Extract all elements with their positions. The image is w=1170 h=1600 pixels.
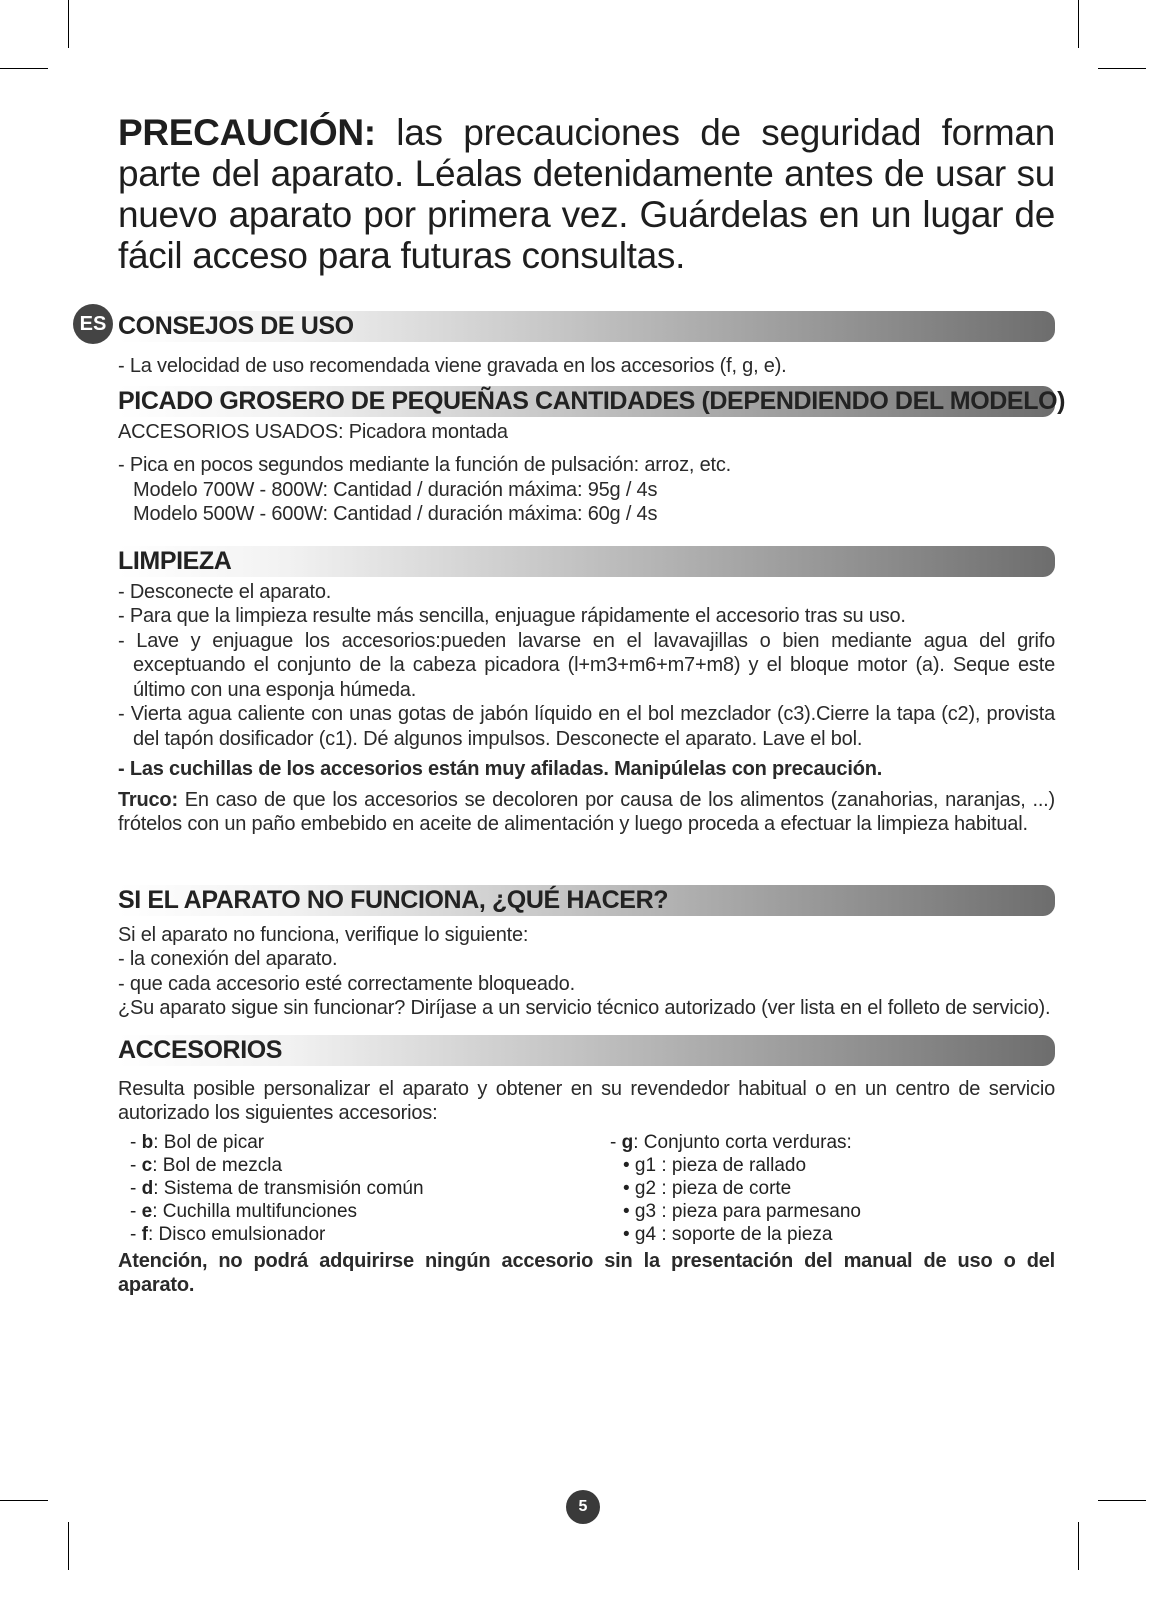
section-header-accesorios (118, 1035, 1055, 1066)
crop-mark (1078, 0, 1079, 48)
accessory-key: c (141, 1154, 153, 1176)
limpieza-item: - Para que la limpieza resulte más sencilla, enjuague rápidamente el accesorio tras su uso. (118, 605, 906, 627)
crop-mark (1078, 1522, 1079, 1570)
tip-label: Truco: (118, 788, 178, 811)
section-title: PICADO GROSERO DE PEQUEÑAS CANTIDADES (DEPENDIENDO DEL MODELO) (118, 386, 1066, 415)
accessory-text: : Bol de mezcla (152, 1154, 283, 1176)
accessory-key: b (141, 1131, 154, 1153)
crop-mark (68, 1522, 69, 1570)
section-header-consejos (118, 311, 1055, 342)
section-header-funciona (118, 885, 1055, 916)
funciona-line: Si el aparato no funciona, verifique lo siguiente: (118, 923, 529, 946)
accessory-subitem: • g2 : pieza de corte (623, 1177, 792, 1199)
crop-mark (1098, 68, 1146, 69)
tip-text: En caso de que los accesorios se decoloren por causa de los alimentos (zanahorias, naranjas, ...) frótelos con un paño embebido en aceite de alimentación y luego proceda a efectuar la limpieza habitual. (118, 788, 1055, 835)
funciona-line: - la conexión del aparato. (118, 948, 338, 970)
accesorios-note: Atención, no podrá adquirirse ningún accesorio sin la presentación del manual de uso o del aparato. (118, 1249, 1055, 1296)
accessory-text: : Conjunto corta verduras: (633, 1131, 852, 1153)
accessory-key: f (141, 1223, 148, 1245)
accessory-text: : Disco emulsionador (147, 1223, 326, 1245)
accessory-item: - g: Conjunto corta verduras: (610, 1131, 852, 1153)
caution-paragraph (118, 112, 1055, 276)
section-title: SI EL APARATO NO FUNCIONA, ¿QUÉ HACER? (118, 885, 669, 914)
accessory-subitem: • g1 : pieza de rallado (623, 1154, 807, 1176)
accessory-item: - c: Bol de mezcla (130, 1154, 283, 1176)
funciona-line: ¿Su aparato sigue sin funcionar? Diríjase a un servicio técnico autorizado (ver lista en el folleto de servicio). (118, 997, 1051, 1019)
crop-mark (1098, 1500, 1146, 1501)
limpieza-tip (118, 788, 1055, 837)
page-number: 5 (566, 1490, 600, 1524)
accessory-item: - b: Bol de picar (130, 1131, 265, 1153)
limpieza-item: - Desconecte el aparato. (118, 580, 332, 603)
consejos-line: - La velocidad de uso recomendada viene gravada en los accesorios (f, g, e). (118, 355, 787, 377)
language-badge: ES (73, 304, 113, 344)
accessory-key: d (141, 1177, 154, 1199)
accesorios-intro: Resulta posible personalizar el aparato y obtener en su revendedor habitual o en un centro de servicio autorizado los siguientes accesorios: (118, 1077, 1055, 1124)
funciona-line: - que cada accesorio esté correctamente bloqueado. (118, 972, 575, 995)
section-title: ACCESORIOS (118, 1035, 283, 1064)
accessory-item: - e: Cuchilla multifunciones (130, 1200, 358, 1222)
picado-line: Modelo 700W - 800W: Cantidad / duración máxima: 95g / 4s (133, 478, 658, 501)
limpieza-item: - Lave y enjuague los accesorios:pueden lavarse en el lavavajillas o bien mediante agua del grifo exceptuando el conjunto de la cabeza picadora (l+m3+m6+m7+m8) y el bloque motor (a). Seque este último con una esponja húmeda. (118, 629, 1055, 701)
crop-mark (68, 0, 69, 48)
caution-text: las precauciones de seguridad forman parte del aparato. Léalas detenidamente antes de usar su nuevo aparato por primera vez. Guárdelas en un lugar de fácil acceso para futuras consultas. (118, 112, 1055, 276)
accessory-list-right (610, 1131, 861, 1246)
accessory-subitem: • g3 : pieza para parmesano (623, 1200, 861, 1222)
picado-line: Modelo 500W - 600W: Cantidad / duración máxima: 60g / 4s (133, 503, 658, 525)
section-title: LIMPIEZA (118, 546, 232, 575)
accessory-item: - d: Sistema de transmisión común (130, 1177, 424, 1199)
section-header-limpieza (118, 546, 1055, 577)
accessory-subitem: • g4 : soporte de la pieza (623, 1223, 833, 1245)
accessory-text: : Sistema de transmisión común (153, 1177, 424, 1199)
accessory-key: g (621, 1131, 634, 1153)
caution-label: PRECAUCIÓN: (118, 112, 376, 153)
accessory-item: - f: Disco emulsionador (130, 1223, 326, 1245)
page-content (118, 112, 1066, 1298)
limpieza-item: - Vierta agua caliente con unas gotas de jabón líquido en el bol mezclador (c3).Cierre la tapa (c2), provista del tapón dosificador (c1). Dé algunos impulsos. Desconecte el aparato. Lave el bol. (118, 703, 1055, 750)
accessory-list (118, 1131, 1055, 1246)
limpieza-warning: - Las cuchillas de los accesorios están muy afiladas. Manipúlelas con precaución. (118, 758, 883, 780)
picado-accessories: ACCESORIOS USADOS: Picadora montada (118, 420, 508, 443)
accessory-text: : Cuchilla multifunciones (152, 1200, 358, 1222)
crop-mark (0, 1500, 48, 1501)
accessory-key: e (141, 1200, 153, 1222)
accessory-list-left (118, 1131, 610, 1246)
accessory-text: : Bol de picar (153, 1131, 265, 1153)
picado-line: - Pica en pocos segundos mediante la función de pulsación: arroz, etc. (118, 454, 732, 476)
crop-mark (0, 68, 48, 69)
section-title: CONSEJOS DE USO (118, 312, 354, 340)
section-header-picado (118, 386, 1066, 417)
